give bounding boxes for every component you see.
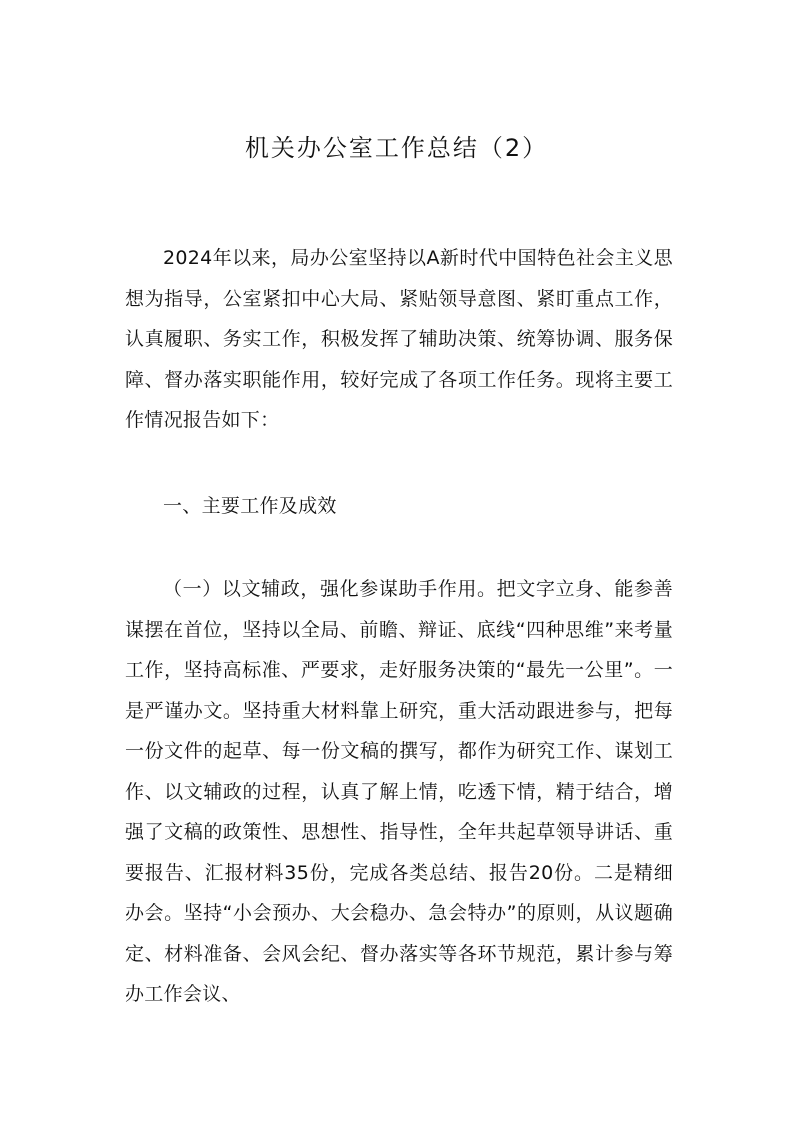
document-title: 机关办公室工作总结（2） [244,134,549,162]
intro-paragraph: 2024年以来，局办公室坚持以A新时代中国特色社会主义思想为指导，公室紧扣中心大局、紧贴领导意图、紧盯重点工作，认真履职、务实工作，积极发挥了辅助决策、统筹协调、服务保障、督办落实职能作用，较好完成了各项工作任务。现将主要工作情况报告如下： [125,247,673,431]
subsection-paragraph: （一）以文辅政，强化参谋助手作用。把文字立身、能参善谋摆在首位，坚持以全局、前瞻、辩证、底线“四种思维”来考量工作，坚持高标准、严要求，走好服务决策的“最先一公里”。一是严谨办文。坚持重大材料靠上研究，重大活动跟进参与，把每一份文件的起草、每一份文稿的撰写，都作为研究工作、谋划工作、以文辅政的过程，认真了解上情，吃透下情，精于结合，增强了文稿的政策性、思想性、指导性，全年共起草领导讲话、重要报告、汇报材料35份，完成各类总结、报告20份。二是精细办会。坚持“小会预办、大会稳办、急会特办”的原则，从议题确定、材料准备、会风会纪、督办落实等各环节规范，累计参与筹办工作会议、 [125,578,673,1005]
section-heading: 一、主要工作及成效 [163,495,337,517]
